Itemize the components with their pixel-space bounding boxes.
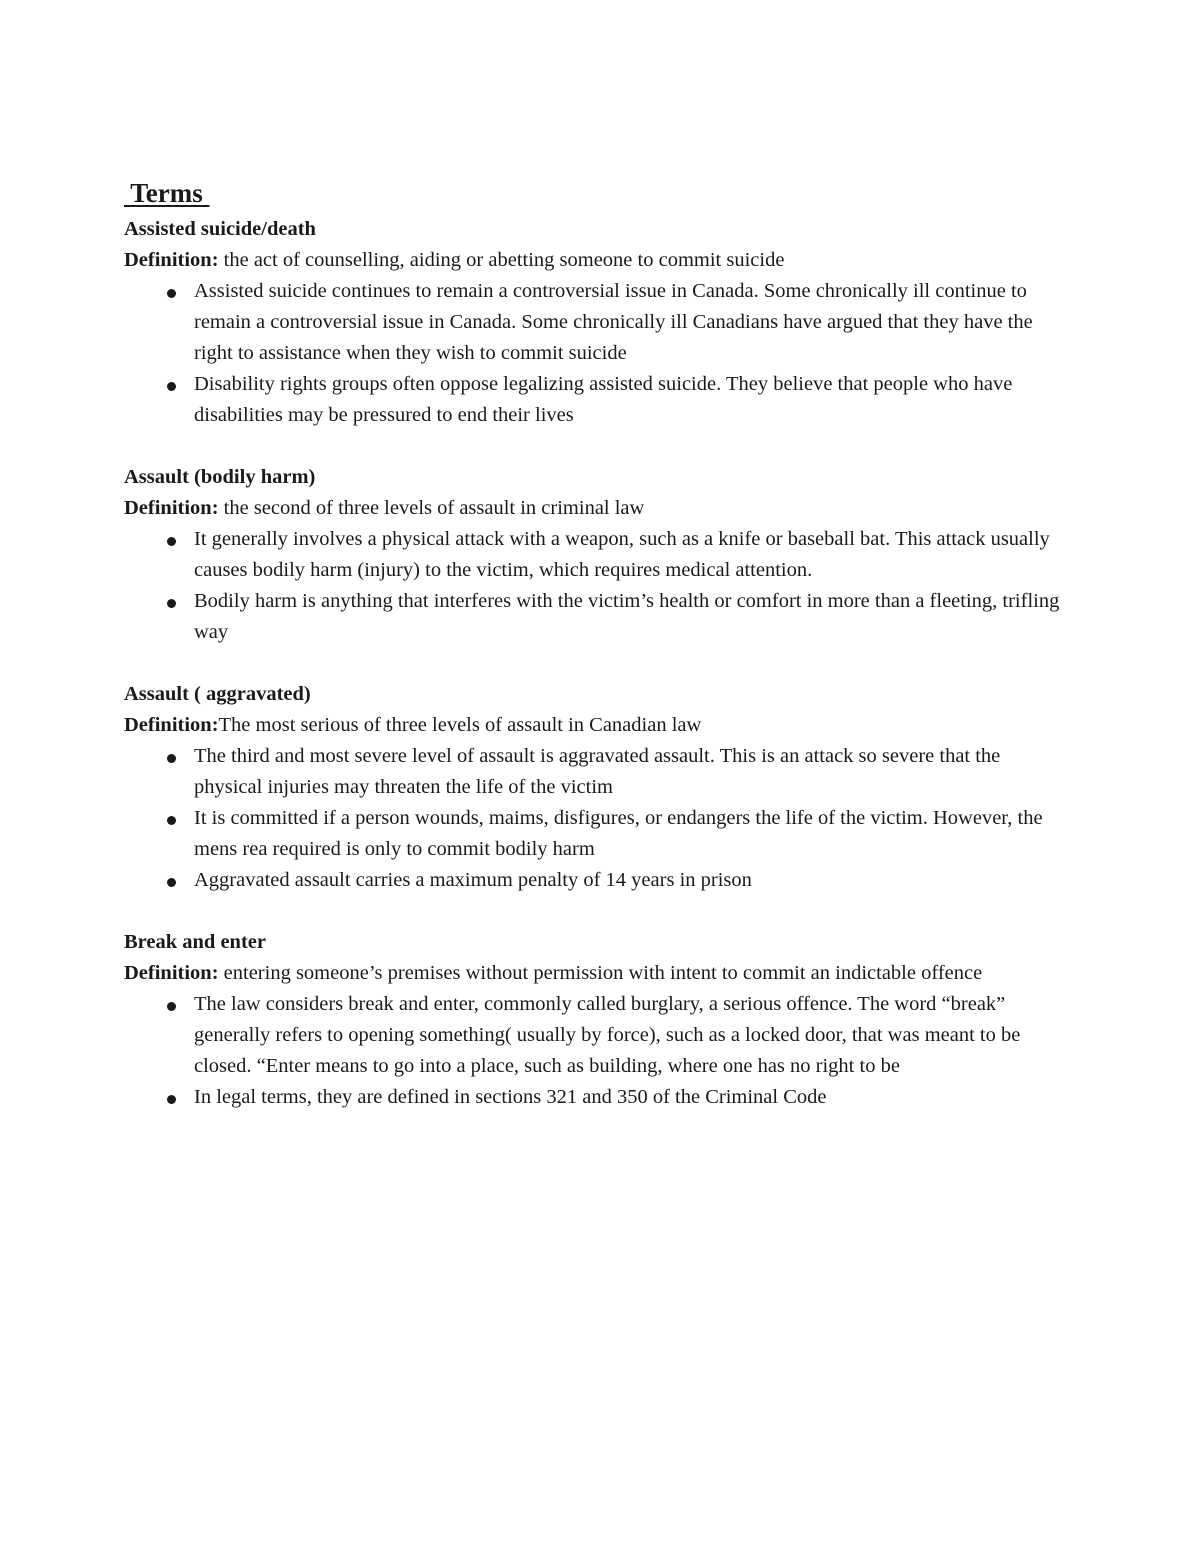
bullet-list: [124, 524, 1064, 648]
term-heading: Break and enter: [124, 931, 266, 953]
term-section-assault-aggravated: [124, 679, 1064, 896]
definition-text: the second of three levels of assault in criminal law: [218, 497, 645, 519]
term-section-assault-bodily-harm: [124, 462, 1064, 648]
list-item: [124, 989, 1064, 1082]
bullet-icon: [167, 1095, 176, 1104]
list-item-text: The law considers break and enter, commonly called burglary, a serious offence. The word “break” generally refers to opening something( usually by force), such as a locked door, that was meant to be closed. “Enter means to go into a place, such as building, where one has no right to be: [194, 993, 1021, 1077]
term-heading: Assault (bodily harm): [124, 466, 316, 488]
list-item: [124, 586, 1064, 648]
list-item-text: It is committed if a person wounds, maims, disfigures, or endangers the life of the victim. However, the mens rea required is only to commit bodily harm: [194, 807, 1043, 860]
list-item-text: It generally involves a physical attack with a weapon, such as a knife or baseball bat. This attack usually causes bodily harm (injury) to the victim, which requires medical attention.: [194, 528, 1050, 581]
bullet-icon: [167, 599, 176, 608]
definition-text: entering someone’s premises without permission with intent to commit an indictable offence: [218, 962, 983, 984]
list-item: [124, 524, 1064, 586]
bullet-icon: [167, 537, 176, 546]
term-definition: [124, 245, 1064, 276]
bullet-list: [124, 276, 1064, 431]
bullet-list: [124, 989, 1064, 1113]
document-title: Terms: [124, 178, 210, 208]
list-item-text: Disability rights groups often oppose legalizing assisted suicide. They believe that people who have disabilities may be pressured to end their lives: [194, 373, 1013, 426]
bullet-icon: [167, 289, 176, 298]
document-page: [124, 172, 1064, 1113]
term-heading: Assisted suicide/death: [124, 218, 316, 240]
list-item: [124, 741, 1064, 803]
term-definition: [124, 710, 1064, 741]
list-item-text: In legal terms, they are defined in sections 321 and 350 of the Criminal Code: [194, 1086, 827, 1108]
bullet-icon: [167, 1002, 176, 1011]
definition-label: Definition:: [124, 714, 219, 736]
bullet-icon: [167, 754, 176, 763]
list-item: [124, 369, 1064, 431]
definition-text: the act of counselling, aiding or abetting someone to commit suicide: [218, 249, 785, 271]
definition-text: The most serious of three levels of assault in Canadian law: [218, 714, 702, 736]
definition-label: Definition:: [124, 249, 219, 271]
list-item-text: The third and most severe level of assault is aggravated assault. This is an attack so severe that the physical injuries may threaten the life of the victim: [194, 745, 1001, 798]
term-definition: [124, 958, 1064, 989]
list-item-text: Aggravated assault carries a maximum penalty of 14 years in prison: [194, 869, 752, 891]
list-item: [124, 276, 1064, 369]
list-item-text: Assisted suicide continues to remain a controversial issue in Canada. Some chronically ill continue to remain a controversial issue in Canada. Some chronically ill Canadians have argued that they have the right to assistance when they wish to commit suicide: [194, 280, 1033, 364]
term-section-assisted-suicide: [124, 214, 1064, 431]
term-heading: Assault ( aggravated): [124, 683, 311, 705]
bullet-list: [124, 741, 1064, 896]
list-item-text: Bodily harm is anything that interferes with the victim’s health or comfort in more than a fleeting, trifling way: [194, 590, 1060, 643]
definition-label: Definition:: [124, 962, 219, 984]
bullet-icon: [167, 382, 176, 391]
list-item: [124, 1082, 1064, 1113]
term-section-break-and-enter: [124, 927, 1064, 1113]
bullet-icon: [167, 878, 176, 887]
list-item: [124, 803, 1064, 865]
list-item: [124, 865, 1064, 896]
term-definition: [124, 493, 1064, 524]
definition-label: Definition:: [124, 497, 219, 519]
bullet-icon: [167, 816, 176, 825]
